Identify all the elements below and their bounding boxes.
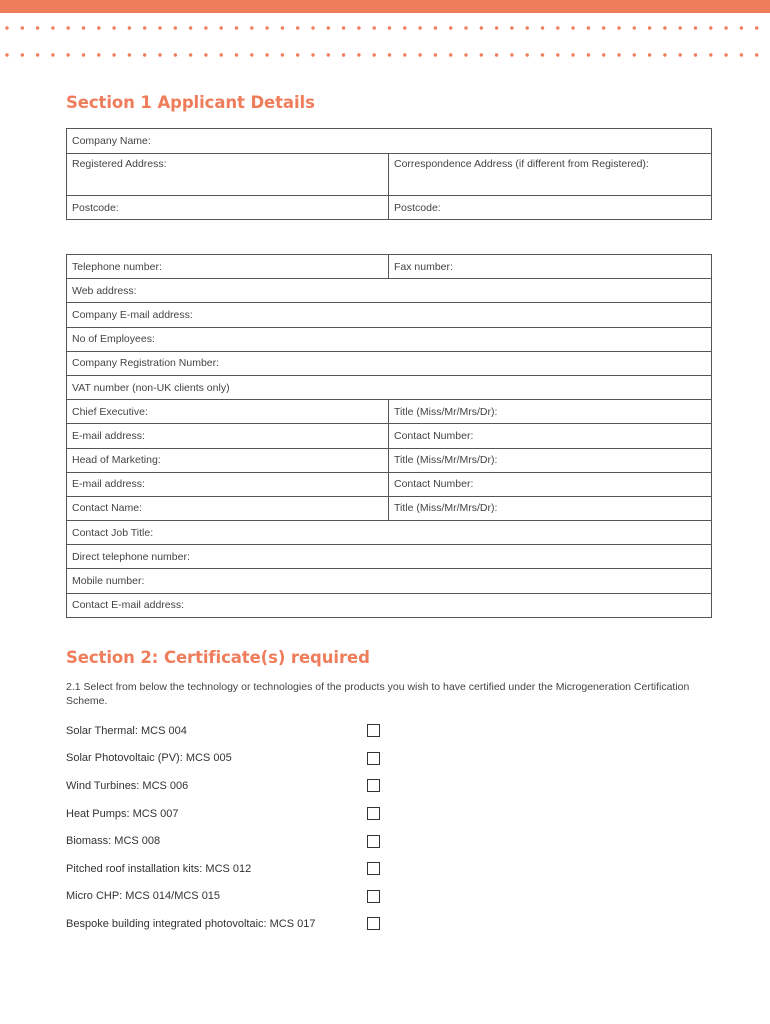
decorative-dot [327, 26, 330, 29]
decorative-dot [464, 26, 467, 29]
decorative-dot [648, 26, 651, 29]
decorative-dot [663, 26, 666, 29]
section-2-title: Section 2: Certificate(s) required [66, 648, 370, 667]
decorative-dot [510, 53, 513, 56]
decorative-dot [740, 53, 743, 56]
decorative-dot [541, 26, 544, 29]
head-of-marketing-field[interactable]: Head of Marketing: [67, 448, 389, 472]
decorative-dot [464, 53, 467, 56]
decorative-dot [357, 53, 360, 56]
decorative-dot [189, 26, 192, 29]
decorative-dot [709, 53, 712, 56]
certificate-item-pitched-roof [66, 855, 386, 883]
decorative-dot [541, 53, 544, 56]
section-2-intro: 2.1 Select from below the technology or technologies of the products you wish to have certified under the Microgeneration Certification Scheme. [66, 681, 690, 707]
bipv-checkbox[interactable] [367, 917, 380, 930]
chief-executive-contact-number-field[interactable]: Contact Number: [389, 424, 712, 448]
decorative-dot [755, 53, 758, 56]
certificate-item-micro-chp [66, 883, 386, 911]
decorative-dot [112, 53, 115, 56]
correspondence-postcode-field[interactable]: Postcode: [389, 196, 712, 220]
telephone-field[interactable]: Telephone number: [67, 255, 389, 279]
solar-thermal-checkbox[interactable] [367, 724, 380, 737]
head-of-marketing-email-field[interactable]: E-mail address: [67, 472, 389, 496]
decorative-dot [602, 26, 605, 29]
company-name-field[interactable]: Company Name: [67, 129, 712, 154]
fax-field[interactable]: Fax number: [389, 255, 712, 279]
certificate-item-solar-thermal [66, 717, 386, 745]
decorative-dot [189, 53, 192, 56]
certificate-label: Biomass: MCS 008 [66, 835, 161, 848]
certificate-item-heat-pumps [66, 800, 386, 828]
decorative-dot [571, 26, 574, 29]
certificate-item-wind-turbines [66, 772, 386, 800]
decorative-dot [556, 26, 559, 29]
pitched-roof-checkbox[interactable] [367, 862, 380, 875]
decorative-dot [296, 53, 299, 56]
web-address-field[interactable]: Web address: [67, 279, 712, 303]
decorative-dot [434, 26, 437, 29]
section-1-title: Section 1 Applicant Details [66, 93, 315, 112]
decorative-dot [617, 53, 620, 56]
decorative-dot [373, 26, 376, 29]
chief-executive-email-field[interactable]: E-mail address: [67, 424, 389, 448]
company-email-field[interactable]: Company E-mail address: [67, 303, 712, 327]
decorative-dot-pattern [0, 22, 770, 62]
decorative-dot [112, 26, 115, 29]
decorative-dot [235, 53, 238, 56]
decorative-dot [158, 26, 161, 29]
decorative-dot [724, 26, 727, 29]
decorative-dot [82, 53, 85, 56]
head-of-marketing-title-field[interactable]: Title (Miss/Mr/Mrs/Dr): [389, 448, 712, 472]
decorative-dot [311, 53, 314, 56]
decorative-dot [587, 26, 590, 29]
decorative-dot [373, 53, 376, 56]
decorative-dot [495, 26, 498, 29]
registration-number-field[interactable]: Company Registration Number: [67, 351, 712, 375]
decorative-dot [648, 53, 651, 56]
decorative-dot [51, 26, 54, 29]
certificate-label: Micro CHP: MCS 014/MCS 015 [66, 890, 221, 903]
decorative-dot [480, 53, 483, 56]
decorative-dot [449, 26, 452, 29]
wind-turbines-checkbox[interactable] [367, 779, 380, 792]
decorative-dot [388, 53, 391, 56]
certificate-item-biomass [66, 827, 386, 855]
certificate-item-bipv [66, 910, 386, 938]
decorative-dot [97, 26, 100, 29]
decorative-dot [495, 53, 498, 56]
registered-address-field[interactable]: Registered Address: [67, 154, 389, 196]
decorative-dot [633, 53, 636, 56]
decorative-dot [556, 53, 559, 56]
decorative-dot [143, 26, 146, 29]
decorative-dot [403, 53, 406, 56]
decorative-dot [67, 53, 70, 56]
decorative-dot [220, 26, 223, 29]
decorative-dot [311, 26, 314, 29]
biomass-checkbox[interactable] [367, 835, 380, 848]
certificate-label: Bespoke building integrated photovoltaic: MCS 017 [66, 917, 316, 930]
decorative-dot [357, 26, 360, 29]
decorative-dot [174, 53, 177, 56]
decorative-dot [250, 26, 253, 29]
heat-pumps-checkbox[interactable] [367, 807, 380, 820]
decorative-dot [679, 53, 682, 56]
vat-number-field[interactable]: VAT number (non-UK clients only) [67, 375, 712, 399]
contact-job-title-field[interactable]: Contact Job Title: [67, 521, 712, 545]
decorative-dot [526, 53, 529, 56]
decorative-dot [740, 26, 743, 29]
decorative-dot [204, 53, 207, 56]
direct-telephone-field[interactable]: Direct telephone number: [67, 545, 712, 569]
decorative-dot [51, 53, 54, 56]
decorative-dot [755, 26, 758, 29]
decorative-dot [633, 26, 636, 29]
decorative-dot [281, 53, 284, 56]
decorative-dot [235, 26, 238, 29]
decorative-dot [418, 26, 421, 29]
decorative-dot [250, 53, 253, 56]
decorative-dot [5, 53, 8, 56]
decorative-dot [571, 53, 574, 56]
top-accent-bar [0, 0, 770, 13]
certificate-item-solar-pv [66, 745, 386, 773]
decorative-dot [281, 26, 284, 29]
decorative-dot [342, 26, 345, 29]
head-of-marketing-contact-number-field[interactable]: Contact Number: [389, 472, 712, 496]
decorative-dot [128, 26, 131, 29]
decorative-dot [220, 53, 223, 56]
registered-postcode-field[interactable]: Postcode: [67, 196, 389, 220]
decorative-dot [82, 26, 85, 29]
decorative-dot [158, 53, 161, 56]
chief-executive-field[interactable]: Chief Executive: [67, 400, 389, 424]
decorative-dot [617, 26, 620, 29]
contact-title-field[interactable]: Title (Miss/Mr/Mrs/Dr): [389, 496, 712, 520]
certificate-checklist [66, 717, 386, 938]
certificate-label: Wind Turbines: MCS 006 [66, 779, 189, 792]
certificate-label: Heat Pumps: MCS 007 [66, 807, 179, 820]
employees-field[interactable]: No of Employees: [67, 327, 712, 351]
decorative-dot [327, 53, 330, 56]
mobile-number-field[interactable]: Mobile number: [67, 569, 712, 593]
decorative-dot [21, 53, 24, 56]
decorative-dot [67, 26, 70, 29]
decorative-dot [128, 53, 131, 56]
decorative-dot [36, 26, 39, 29]
decorative-dot [174, 26, 177, 29]
solar-pv-checkbox[interactable] [367, 752, 380, 765]
decorative-dot [296, 26, 299, 29]
correspondence-address-field[interactable]: Correspondence Address (if different from Registered): [389, 154, 712, 196]
certificate-label: Pitched roof installation kits: MCS 012 [66, 862, 252, 875]
decorative-dot [663, 53, 666, 56]
decorative-dot [388, 26, 391, 29]
decorative-dot [143, 53, 146, 56]
contact-details-table [66, 254, 712, 618]
decorative-dot [724, 53, 727, 56]
decorative-dot [587, 53, 590, 56]
chief-executive-title-field[interactable]: Title (Miss/Mr/Mrs/Dr): [389, 400, 712, 424]
decorative-dot [97, 53, 100, 56]
decorative-dot [418, 53, 421, 56]
decorative-dot [36, 53, 39, 56]
certificate-label: Solar Thermal: MCS 004 [66, 724, 187, 737]
decorative-dot [403, 26, 406, 29]
decorative-dot [265, 53, 268, 56]
decorative-dot [679, 26, 682, 29]
certificate-label: Solar Photovoltaic (PV): MCS 005 [66, 752, 232, 765]
decorative-dot [526, 26, 529, 29]
decorative-dot [694, 53, 697, 56]
decorative-dot [5, 26, 8, 29]
micro-chp-checkbox[interactable] [367, 890, 380, 903]
decorative-dot [709, 26, 712, 29]
decorative-dot [204, 26, 207, 29]
decorative-dot [694, 26, 697, 29]
contact-email-field[interactable]: Contact E-mail address: [67, 593, 712, 617]
decorative-dot [449, 53, 452, 56]
decorative-dot [510, 26, 513, 29]
decorative-dot [434, 53, 437, 56]
decorative-dot [602, 53, 605, 56]
company-address-table [66, 128, 712, 220]
contact-name-field[interactable]: Contact Name: [67, 496, 389, 520]
decorative-dot [265, 26, 268, 29]
decorative-dot [342, 53, 345, 56]
decorative-dot [21, 26, 24, 29]
decorative-dot [480, 26, 483, 29]
